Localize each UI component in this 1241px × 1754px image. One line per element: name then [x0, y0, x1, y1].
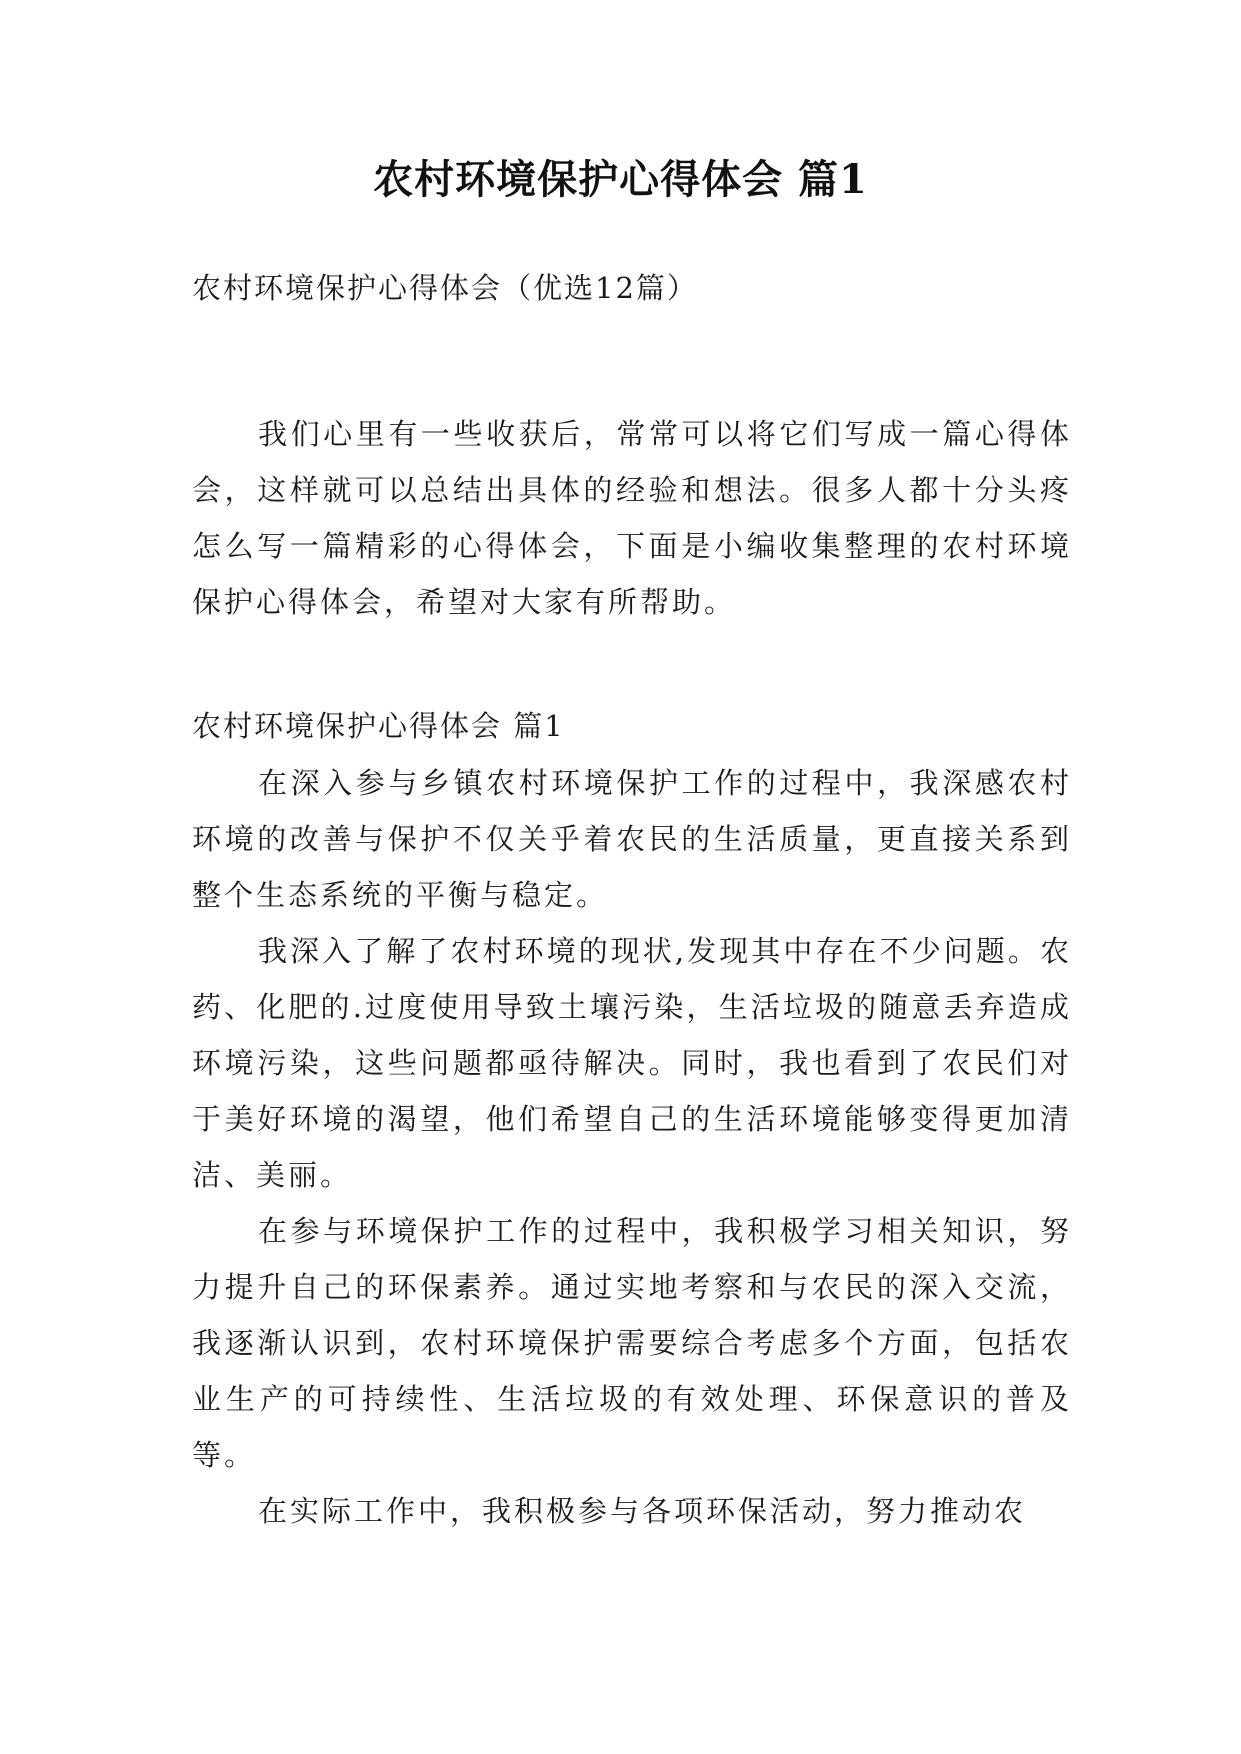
intro-section: [192, 406, 1072, 630]
section-heading: 农村环境保护心得体会 篇1: [192, 709, 565, 743]
body-paragraph-2: 我深入了解了农村环境的现状,发现其中存在不少问题。农药、化肥的.过度使用导致土壤污染，生活垃圾的随意丢弃造成环境污染，这些问题都亟待解决。同时，我也看到了农民们对于美好环境的渴望，他们希望自己的生活环境能够变得更加清洁、美丽。: [192, 934, 1072, 1192]
document-subtitle: 农村环境保护心得体会（优选12篇）: [192, 271, 698, 305]
intro-paragraph: 我们心里有一些收获后，常常可以将它们写成一篇心得体会，这样就可以总结出具体的经验和想法。很多人都十分头疼怎么写一篇精彩的心得体会，下面是小编收集整理的农村环境保护心得体会，希望对大家有所帮助。: [192, 417, 1072, 619]
body-paragraph-3: 在参与环境保护工作的过程中，我积极学习相关知识，努力提升自己的环保素养。通过实地考察和与农民的深入交流，我逐渐认识到，农村环境保护需要综合考虑多个方面，包括农业生产的可持续性、生活垃圾的有效处理、环保意识的普及等。: [192, 1214, 1072, 1472]
body-paragraph-1: 在深入参与乡镇农村环境保护工作的过程中，我深感农村环境的改善与保护不仅关乎着农民的生活质量，更直接关系到整个生态系统的平衡与稳定。: [192, 766, 1072, 912]
body-paragraph-4: 在实际工作中，我积极参与各项环保活动，努力推动农: [258, 1494, 1027, 1528]
section-content: [192, 755, 1072, 1539]
document-title: 农村环境保护心得体会 篇1: [373, 156, 868, 203]
